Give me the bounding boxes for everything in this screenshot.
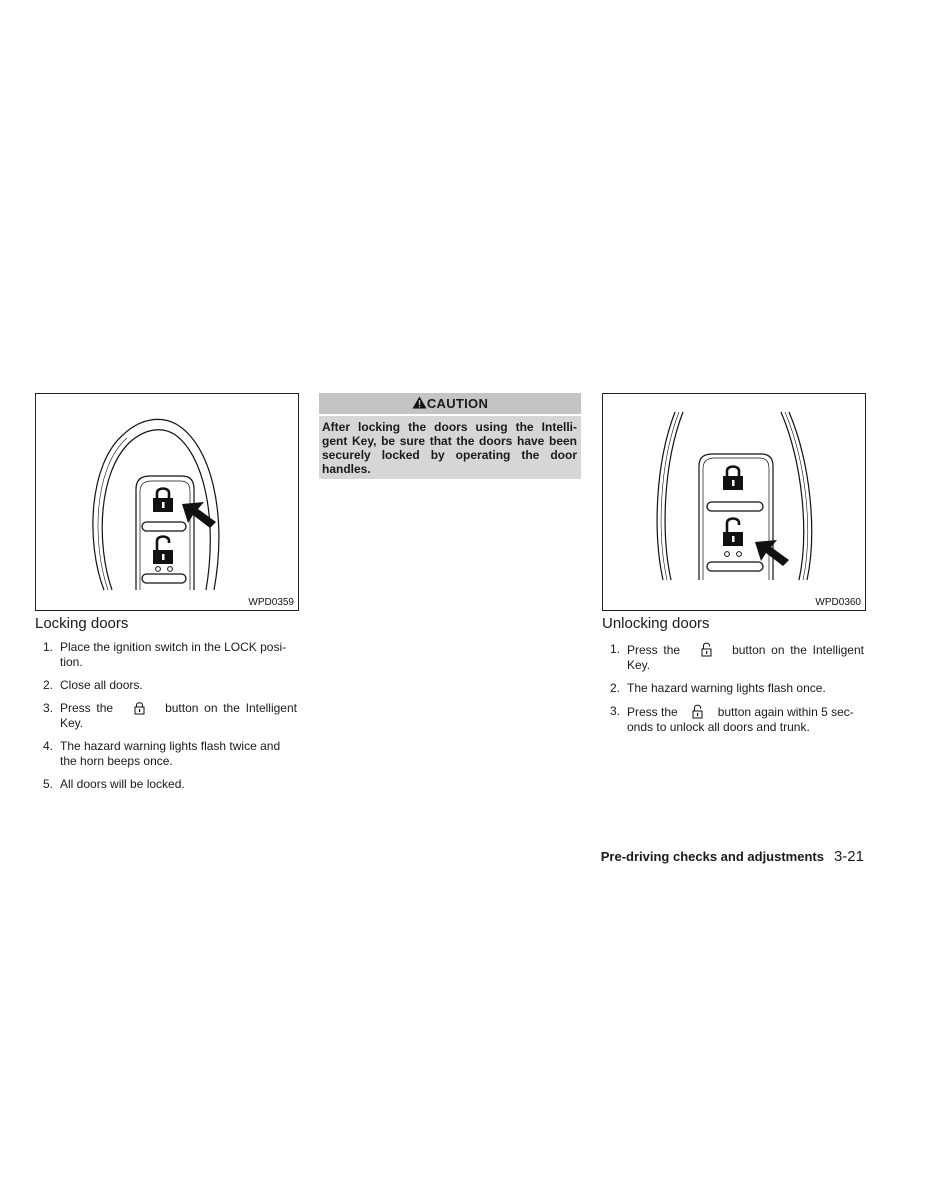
- list-item: 2. Close all doors.: [43, 678, 143, 692]
- list-item: 1. Press the button on the Intelligent Key.: [610, 642, 864, 672]
- section-title-locking: Locking doors: [35, 615, 129, 632]
- footer-section-title: Pre-driving checks and adjustments: [600, 849, 824, 864]
- lock-closed-icon: [134, 701, 145, 715]
- figure-code: WPD0360: [815, 597, 861, 608]
- lock-open-icon: [723, 519, 743, 547]
- lock-open-icon: [692, 704, 703, 719]
- page-footer: [601, 848, 864, 865]
- arrow-pointer-icon: [182, 502, 216, 528]
- caution-box: [319, 393, 581, 479]
- locking-figure: [35, 393, 299, 611]
- caution-heading: CAUTION: [319, 393, 581, 416]
- list-item: 3. Press the button again within 5 sec- onds to unlock all doors and trunk.: [610, 704, 854, 734]
- lock-open-icon: [701, 642, 712, 657]
- figure-code: WPD0359: [248, 597, 294, 608]
- unlocking-steps: [602, 642, 864, 743]
- caution-text: After locking the doors using the Intelli- gent Key, be sure that the doors have been securely locked by operating the door handles.: [322, 420, 577, 476]
- key-fob-illustration-lock: [36, 394, 298, 610]
- locking-steps: [35, 640, 297, 800]
- lock-closed-icon: [153, 489, 173, 513]
- key-fob-illustration-unlock: [603, 394, 865, 610]
- warning-triangle-icon: [412, 396, 427, 409]
- section-title-unlocking: Unlocking doors: [602, 615, 710, 632]
- list-item: 2. The hazard warning lights flash once.: [610, 681, 826, 695]
- list-item: 1. Place the ignition switch in the LOCK posi- tion.: [43, 640, 287, 669]
- lock-closed-icon: [723, 467, 743, 491]
- unlocking-figure: [602, 393, 866, 611]
- list-item: 5. All doors will be locked.: [43, 777, 185, 791]
- lock-open-icon: [153, 537, 173, 565]
- list-item: 3. Press the button on the Intelligent Key.: [43, 701, 297, 730]
- list-item: 4. The hazard warning lights flash twice and the horn beeps once.: [43, 739, 281, 768]
- page-number: 3-21: [833, 848, 864, 865]
